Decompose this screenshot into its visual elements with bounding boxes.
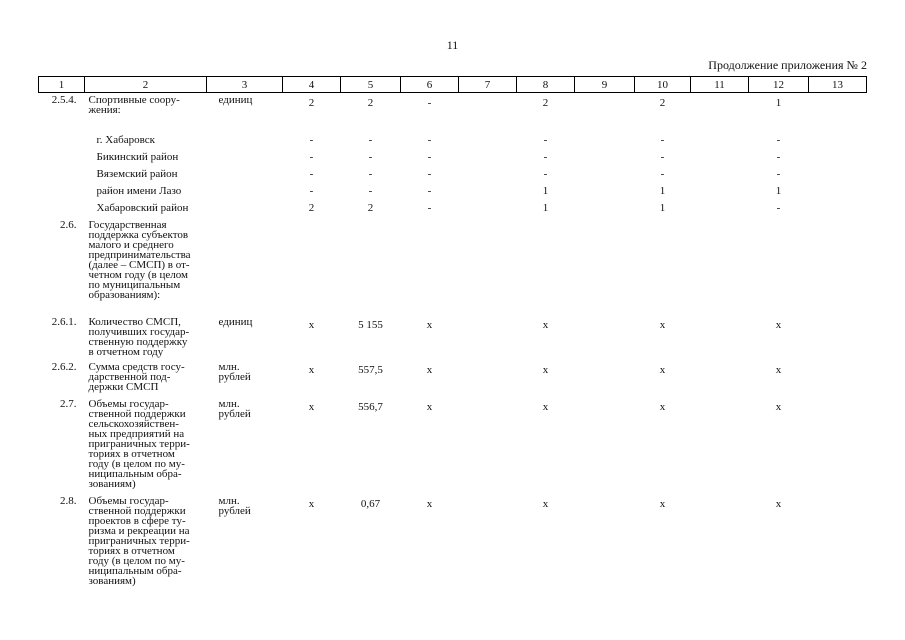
- column-header-6: 6: [401, 77, 459, 93]
- value-cell-10: -: [660, 150, 665, 163]
- table-row: [39, 360, 867, 397]
- column-header-3: 3: [207, 77, 283, 93]
- value-cell-6: [401, 218, 459, 315]
- indicator-name: Спортивные соору- жения:: [88, 94, 180, 116]
- indicator-name: Хабаровский район: [96, 201, 189, 214]
- value-cell-9: [575, 133, 635, 150]
- column-header-8: 8: [517, 77, 575, 93]
- column-header-4: 4: [283, 77, 341, 93]
- column-header-7: 7: [459, 77, 517, 93]
- table-row: [39, 218, 867, 315]
- value-cell-11: [691, 397, 749, 494]
- page-number: 11: [446, 38, 459, 52]
- value-cell-12: 1: [775, 184, 782, 197]
- value-cell-5: -: [368, 133, 373, 146]
- row-number: 2.6.: [60, 218, 77, 231]
- value-cell-7: [459, 93, 517, 133]
- indicator-name: Количество СМСП, получивших государ- ственную поддержку в отчетном году: [88, 315, 190, 358]
- unit-cell: единиц: [218, 315, 253, 328]
- value-cell-10: 1: [659, 184, 666, 197]
- table-row: [39, 315, 867, 360]
- value-cell-10: х: [659, 497, 666, 510]
- value-cell-9: [575, 184, 635, 201]
- value-cell-9: [575, 167, 635, 184]
- value-cell-7: [459, 360, 517, 397]
- row-number: [39, 133, 85, 150]
- table-row: [39, 494, 867, 586]
- value-cell-4: [283, 218, 341, 315]
- value-cell-5: 2: [367, 201, 374, 214]
- row-number: 2.6.1.: [51, 315, 77, 328]
- value-cell-8: х: [542, 318, 549, 331]
- value-cell-7: [459, 494, 517, 586]
- indicator-name: Вяземский район: [96, 167, 178, 180]
- value-cell-5: -: [368, 184, 373, 197]
- value-cell-4: 2: [308, 97, 315, 109]
- value-cell-9: [575, 315, 635, 360]
- value-cell-6: х: [426, 400, 433, 413]
- value-cell-5: -: [368, 167, 373, 180]
- indicator-name: Объемы государ- ственной поддержки проектов в сфере ту- ризма и рекреации на приграничных терри- ториях в отчетном году (в целом по му- ниципальным обра- зованиям): [88, 494, 190, 587]
- row-number: [39, 184, 85, 201]
- value-cell-8: 2: [542, 97, 549, 109]
- continuation-note: Продолжение приложения № 2: [708, 58, 867, 72]
- value-cell-13: [809, 201, 867, 218]
- unit-cell: [207, 184, 283, 201]
- column-header-13: 13: [809, 77, 867, 93]
- unit-cell: млн. рублей: [218, 494, 251, 517]
- value-cell-7: [459, 397, 517, 494]
- value-cell-6: -: [427, 150, 432, 163]
- value-cell-13: [809, 397, 867, 494]
- unit-cell: [207, 133, 283, 150]
- value-cell-4: х: [308, 497, 315, 510]
- value-cell-10: 2: [659, 97, 666, 109]
- table-row: [39, 201, 867, 218]
- value-cell-10: -: [660, 133, 665, 146]
- value-cell-5: 2: [367, 97, 374, 109]
- indicator-name: район имени Лазо: [96, 184, 182, 197]
- value-cell-12: [749, 218, 809, 315]
- value-cell-11: [691, 167, 749, 184]
- value-cell-8: х: [542, 497, 549, 510]
- column-header-12: 12: [749, 77, 809, 93]
- value-cell-6: -: [427, 201, 432, 214]
- value-cell-5: 556,7: [358, 400, 383, 413]
- value-cell-8: -: [543, 167, 548, 180]
- value-cell-13: [809, 184, 867, 201]
- column-header-5: 5: [341, 77, 401, 93]
- value-cell-13: [809, 218, 867, 315]
- value-cell-4: -: [309, 133, 314, 146]
- value-cell-10: х: [659, 318, 666, 331]
- value-cell-11: [691, 201, 749, 218]
- value-cell-4: -: [309, 184, 314, 197]
- value-cell-13: [809, 315, 867, 360]
- unit-cell: [207, 150, 283, 167]
- value-cell-6: х: [426, 497, 433, 510]
- value-cell-5: 557,5: [358, 363, 383, 376]
- value-cell-5: 5 155: [358, 318, 383, 331]
- unit-cell: [207, 167, 283, 184]
- value-cell-13: [809, 360, 867, 397]
- value-cell-7: [459, 218, 517, 315]
- value-cell-7: [459, 184, 517, 201]
- row-number: 2.7.: [60, 397, 77, 410]
- value-cell-4: 2: [308, 201, 315, 214]
- unit-cell: млн. рублей: [218, 360, 251, 383]
- value-cell-6: -: [427, 97, 432, 109]
- row-number: [39, 167, 85, 184]
- value-cell-7: [459, 133, 517, 150]
- value-cell-13: [809, 133, 867, 150]
- value-cell-5: 0,67: [360, 497, 381, 510]
- value-cell-13: [809, 150, 867, 167]
- value-cell-8: -: [543, 133, 548, 146]
- value-cell-9: [575, 93, 635, 133]
- value-cell-5: -: [368, 150, 373, 163]
- value-cell-12: -: [776, 133, 781, 146]
- unit-cell: [207, 201, 283, 218]
- indicator-name: Государственная поддержка субъектов малого и среднего предпринимательства (далее – СМСП) в от- четном году (в целом по муниципальным образованиям):: [88, 218, 191, 301]
- value-cell-11: [691, 150, 749, 167]
- value-cell-11: [691, 218, 749, 315]
- value-cell-6: -: [427, 133, 432, 146]
- value-cell-8: -: [543, 150, 548, 163]
- value-cell-12: х: [775, 363, 782, 376]
- value-cell-13: [809, 494, 867, 586]
- value-cell-11: [691, 494, 749, 586]
- row-number: [39, 201, 85, 218]
- unit-cell: единиц: [218, 94, 253, 106]
- appendix-table: [38, 76, 867, 586]
- value-cell-10: [635, 218, 691, 315]
- column-header-10: 10: [635, 77, 691, 93]
- value-cell-8: х: [542, 363, 549, 376]
- value-cell-8: 1: [542, 201, 549, 214]
- value-cell-6: -: [427, 184, 432, 197]
- value-cell-11: [691, 315, 749, 360]
- value-cell-10: -: [660, 167, 665, 180]
- column-header-2: 2: [85, 77, 207, 93]
- table-row: [39, 167, 867, 184]
- value-cell-12: -: [776, 150, 781, 163]
- table-row: [39, 150, 867, 167]
- value-cell-10: х: [659, 400, 666, 413]
- unit-cell: млн. рублей: [218, 397, 251, 420]
- table-row: [39, 184, 867, 201]
- value-cell-13: [809, 167, 867, 184]
- value-cell-11: [691, 360, 749, 397]
- header-row: [39, 77, 867, 93]
- value-cell-7: [459, 167, 517, 184]
- table-row: [39, 397, 867, 494]
- value-cell-12: х: [775, 400, 782, 413]
- value-cell-12: 1: [775, 97, 782, 109]
- value-cell-4: -: [309, 150, 314, 163]
- value-cell-12: -: [776, 167, 781, 180]
- value-cell-6: -: [427, 167, 432, 180]
- value-cell-11: [691, 184, 749, 201]
- value-cell-4: х: [308, 400, 315, 413]
- column-header-1: 1: [39, 77, 85, 93]
- value-cell-8: [517, 218, 575, 315]
- value-cell-8: 1: [542, 184, 549, 197]
- value-cell-4: х: [308, 318, 315, 331]
- value-cell-7: [459, 150, 517, 167]
- unit-cell: [207, 218, 283, 315]
- value-cell-9: [575, 150, 635, 167]
- row-number: [39, 150, 85, 167]
- table-body: [39, 93, 867, 586]
- indicator-name: Объемы государ- ственной поддержки сельскохозяйствен- ных предприятий на приграничных терри- ториях в отчетном году (в целом по му- ниципальным обра- зованиям): [88, 397, 190, 490]
- indicator-name: Бикинский район: [96, 150, 179, 163]
- value-cell-12: х: [775, 318, 782, 331]
- value-cell-9: [575, 397, 635, 494]
- value-cell-9: [575, 201, 635, 218]
- value-cell-6: х: [426, 318, 433, 331]
- row-number: 2.5.4.: [51, 94, 77, 106]
- value-cell-7: [459, 201, 517, 218]
- value-cell-7: [459, 315, 517, 360]
- value-cell-12: -: [776, 201, 781, 214]
- value-cell-5: [341, 218, 401, 315]
- value-cell-12: х: [775, 497, 782, 510]
- column-header-11: 11: [691, 77, 749, 93]
- value-cell-13: [809, 93, 867, 133]
- column-header-9: 9: [575, 77, 635, 93]
- value-cell-8: х: [542, 400, 549, 413]
- value-cell-9: [575, 494, 635, 586]
- value-cell-10: 1: [659, 201, 666, 214]
- row-number: 2.8.: [60, 494, 77, 507]
- table-row: [39, 133, 867, 150]
- indicator-name: г. Хабаровск: [96, 133, 155, 146]
- table-row: [39, 93, 867, 133]
- value-cell-11: [691, 93, 749, 133]
- value-cell-11: [691, 133, 749, 150]
- value-cell-9: [575, 360, 635, 397]
- value-cell-9: [575, 218, 635, 315]
- value-cell-10: х: [659, 363, 666, 376]
- value-cell-6: х: [426, 363, 433, 376]
- indicator-name: Сумма средств госу- дарственной под- держки СМСП: [88, 360, 185, 393]
- value-cell-4: х: [308, 363, 315, 376]
- value-cell-4: -: [309, 167, 314, 180]
- row-number: 2.6.2.: [51, 360, 77, 373]
